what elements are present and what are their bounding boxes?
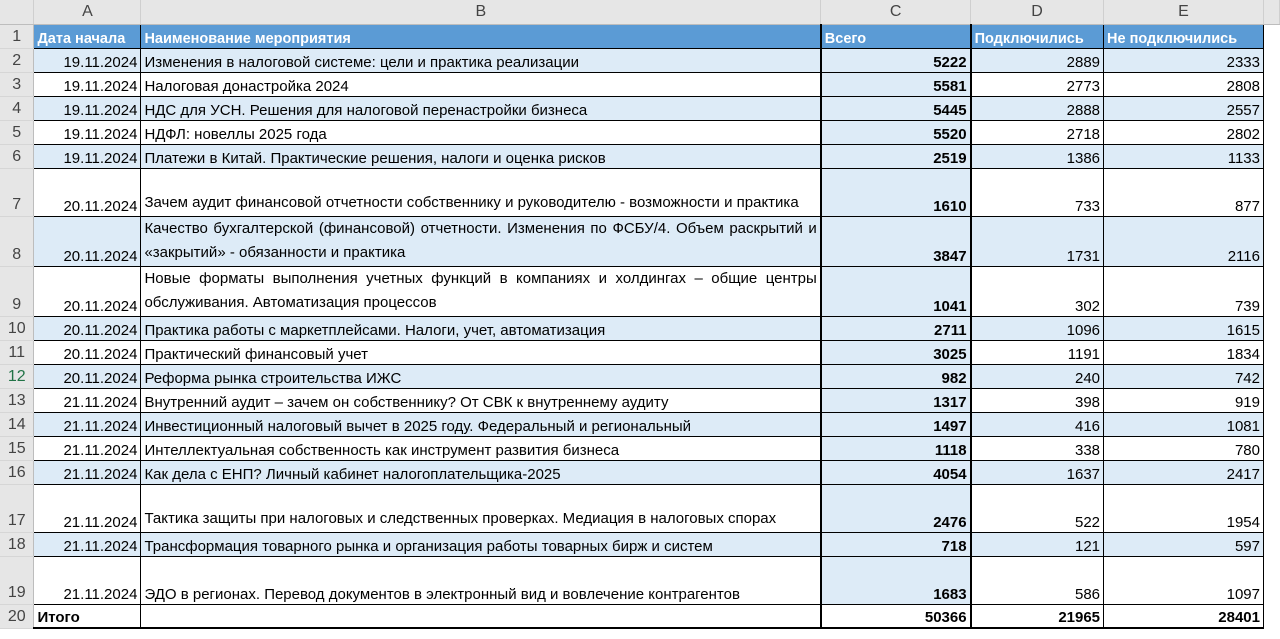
name-cell[interactable]: НДС для УСН. Решения для налоговой перенастройки бизнеса <box>141 96 821 120</box>
row-header[interactable]: 4 <box>0 96 34 120</box>
total-cell[interactable]: 1610 <box>821 168 971 216</box>
date-cell[interactable]: 20.11.2024 <box>34 168 141 216</box>
column-header-b[interactable]: B <box>141 0 821 24</box>
total-cell[interactable]: 5222 <box>821 48 971 72</box>
row-header[interactable]: 3 <box>0 72 34 96</box>
connected-cell[interactable]: 522 <box>971 484 1104 532</box>
total-cell[interactable]: 3025 <box>821 340 971 364</box>
name-cell[interactable]: Внутренний аудит – зачем он собственнику? От СВК к внутреннему аудиту <box>141 388 821 412</box>
header-cell-name[interactable]: Наименование мероприятия <box>141 24 821 48</box>
grand-not-connected-cell[interactable]: 28401 <box>1104 604 1264 628</box>
empty-cell[interactable] <box>1263 532 1279 556</box>
empty-cell[interactable] <box>1263 48 1279 72</box>
table-row <box>0 388 1280 412</box>
connected-cell[interactable]: 1386 <box>971 144 1104 168</box>
total-label-cell[interactable]: Итого <box>34 604 141 628</box>
empty-cell[interactable] <box>1263 436 1279 460</box>
connected-cell[interactable]: 1096 <box>971 316 1104 340</box>
row-header[interactable]: 5 <box>0 120 34 144</box>
table-row <box>0 120 1280 144</box>
table-row <box>0 532 1280 556</box>
not-connected-cell[interactable]: 597 <box>1104 532 1264 556</box>
connected-cell[interactable]: 416 <box>971 412 1104 436</box>
connected-cell[interactable]: 302 <box>971 266 1104 316</box>
connected-cell[interactable]: 2888 <box>971 96 1104 120</box>
date-cell[interactable]: 19.11.2024 <box>34 48 141 72</box>
row-header[interactable]: 7 <box>0 168 34 216</box>
date-cell[interactable]: 20.11.2024 <box>34 340 141 364</box>
not-connected-cell[interactable]: 739 <box>1104 266 1264 316</box>
table-row <box>0 412 1280 436</box>
empty-cell[interactable] <box>1263 266 1279 316</box>
row-header[interactable]: 2 <box>0 48 34 72</box>
total-cell[interactable]: 5520 <box>821 120 971 144</box>
empty-cell[interactable] <box>1263 316 1279 340</box>
row-header[interactable]: 17 <box>0 484 34 532</box>
date-cell[interactable]: 19.11.2024 <box>34 120 141 144</box>
name-cell[interactable]: Трансформация товарного рынка и организация работы товарных бирж и систем <box>141 532 821 556</box>
total-cell[interactable]: 2476 <box>821 484 971 532</box>
not-connected-cell[interactable]: 2802 <box>1104 120 1264 144</box>
total-cell[interactable]: 3847 <box>821 216 971 266</box>
connected-cell[interactable]: 733 <box>971 168 1104 216</box>
date-cell[interactable]: 21.11.2024 <box>34 556 141 604</box>
table-row <box>0 168 1280 216</box>
connected-cell[interactable]: 1637 <box>971 460 1104 484</box>
total-cell[interactable]: 2519 <box>821 144 971 168</box>
not-connected-cell[interactable]: 919 <box>1104 388 1264 412</box>
connected-cell[interactable]: 586 <box>971 556 1104 604</box>
name-cell[interactable]: Реформа рынка строительства ИЖС <box>141 364 821 388</box>
date-cell[interactable]: 20.11.2024 <box>34 216 141 266</box>
empty-cell[interactable] <box>1263 216 1279 266</box>
row-header[interactable]: 20 <box>0 604 34 628</box>
date-cell[interactable]: 20.11.2024 <box>34 266 141 316</box>
row-header[interactable]: 12 <box>0 364 34 388</box>
date-cell[interactable]: 21.11.2024 <box>34 412 141 436</box>
date-cell[interactable]: 21.11.2024 <box>34 436 141 460</box>
connected-cell[interactable]: 2773 <box>971 72 1104 96</box>
date-cell[interactable]: 21.11.2024 <box>34 388 141 412</box>
empty-cell[interactable] <box>1263 388 1279 412</box>
column-header-f[interactable] <box>1263 0 1279 24</box>
date-cell[interactable]: 20.11.2024 <box>34 364 141 388</box>
connected-cell[interactable]: 121 <box>971 532 1104 556</box>
empty-cell[interactable] <box>1263 72 1279 96</box>
name-cell[interactable]: Интеллектуальная собственность как инструмент развития бизнеса <box>141 436 821 460</box>
table-row <box>0 436 1280 460</box>
empty-cell[interactable] <box>1263 364 1279 388</box>
column-header-row <box>0 0 1280 24</box>
total-cell[interactable]: 1118 <box>821 436 971 460</box>
name-cell[interactable]: Практика работы с маркетплейсами. Налоги, учет, автоматизация <box>141 316 821 340</box>
connected-cell[interactable]: 1191 <box>971 340 1104 364</box>
empty-cell[interactable] <box>1263 604 1279 628</box>
not-connected-cell[interactable]: 2333 <box>1104 48 1264 72</box>
total-cell[interactable]: 5581 <box>821 72 971 96</box>
table-row <box>0 556 1280 604</box>
empty-cell[interactable] <box>1263 340 1279 364</box>
empty-cell[interactable] <box>1263 144 1279 168</box>
not-connected-cell[interactable]: 1615 <box>1104 316 1264 340</box>
empty-cell[interactable] <box>1263 556 1279 604</box>
connected-cell[interactable]: 2889 <box>971 48 1104 72</box>
total-cell[interactable]: 2711 <box>821 316 971 340</box>
total-cell[interactable]: 982 <box>821 364 971 388</box>
table-row <box>0 340 1280 364</box>
table-row <box>0 48 1280 72</box>
row-header[interactable]: 11 <box>0 340 34 364</box>
date-cell[interactable]: 19.11.2024 <box>34 96 141 120</box>
date-cell[interactable]: 21.11.2024 <box>34 460 141 484</box>
row-header[interactable]: 16 <box>0 460 34 484</box>
date-cell[interactable]: 21.11.2024 <box>34 532 141 556</box>
row-header[interactable]: 13 <box>0 388 34 412</box>
empty-cell[interactable] <box>1263 412 1279 436</box>
column-header-c[interactable]: C <box>821 0 971 24</box>
row-header[interactable]: 15 <box>0 436 34 460</box>
not-connected-cell[interactable]: 742 <box>1104 364 1264 388</box>
total-cell[interactable]: 5445 <box>821 96 971 120</box>
select-all-corner[interactable] <box>0 0 34 24</box>
header-cell-date[interactable]: Дата начала <box>34 24 141 48</box>
empty-cell[interactable] <box>1263 24 1279 48</box>
empty-cell[interactable] <box>1263 120 1279 144</box>
not-connected-cell[interactable]: 1081 <box>1104 412 1264 436</box>
total-cell[interactable]: 1041 <box>821 266 971 316</box>
total-cell[interactable]: 1683 <box>821 556 971 604</box>
empty-cell[interactable] <box>1263 96 1279 120</box>
total-cell[interactable]: 1317 <box>821 388 971 412</box>
table-row <box>0 266 1280 316</box>
date-cell[interactable]: 20.11.2024 <box>34 316 141 340</box>
date-cell[interactable]: 19.11.2024 <box>34 144 141 168</box>
row-header[interactable]: 14 <box>0 412 34 436</box>
table-row <box>0 316 1280 340</box>
total-row <box>0 604 1280 628</box>
name-cell[interactable]: Качество бухгалтерской (финансовой) отчетности. Изменения по ФСБУ/4. Объем раскрытий и «закрытий» - обязанности и практика <box>141 216 821 266</box>
not-connected-cell[interactable]: 2557 <box>1104 96 1264 120</box>
row-header[interactable]: 10 <box>0 316 34 340</box>
name-cell[interactable]: Налоговая донастройка 2024 <box>141 72 821 96</box>
not-connected-cell[interactable]: 2808 <box>1104 72 1264 96</box>
column-header-e[interactable]: E <box>1104 0 1264 24</box>
table-row <box>0 216 1280 266</box>
date-cell[interactable]: 19.11.2024 <box>34 72 141 96</box>
name-cell[interactable]: НДФЛ: новеллы 2025 года <box>141 120 821 144</box>
name-cell[interactable]: Практический финансовый учет <box>141 340 821 364</box>
grand-total-cell[interactable]: 50366 <box>821 604 971 628</box>
row-header[interactable]: 19 <box>0 556 34 604</box>
empty-cell[interactable] <box>1263 168 1279 216</box>
total-cell[interactable]: 718 <box>821 532 971 556</box>
grand-connected-cell[interactable]: 21965 <box>971 604 1104 628</box>
table-row <box>0 144 1280 168</box>
not-connected-cell[interactable]: 1834 <box>1104 340 1264 364</box>
not-connected-cell[interactable]: 2116 <box>1104 216 1264 266</box>
header-cell-connected[interactable]: Подключились <box>971 24 1104 48</box>
not-connected-cell[interactable]: 1954 <box>1104 484 1264 532</box>
column-header-d[interactable]: D <box>971 0 1104 24</box>
not-connected-cell[interactable]: 877 <box>1104 168 1264 216</box>
table-row <box>0 72 1280 96</box>
row-header[interactable]: 18 <box>0 532 34 556</box>
name-cell[interactable]: ЭДО в регионах. Перевод документов в электронный вид и вовлечение контрагентов <box>141 556 821 604</box>
not-connected-cell[interactable]: 780 <box>1104 436 1264 460</box>
header-cell-total[interactable]: Всего <box>821 24 971 48</box>
table-row <box>0 484 1280 532</box>
connected-cell[interactable]: 2718 <box>971 120 1104 144</box>
connected-cell[interactable]: 398 <box>971 388 1104 412</box>
empty-cell[interactable] <box>1263 460 1279 484</box>
name-cell[interactable]: Платежи в Китай. Практические решения, налоги и оценка рисков <box>141 144 821 168</box>
table-header-row <box>0 24 1280 48</box>
connected-cell[interactable]: 1731 <box>971 216 1104 266</box>
row-header[interactable]: 1 <box>0 24 34 48</box>
empty-cell[interactable] <box>1263 484 1279 532</box>
name-cell[interactable]: Изменения в налоговой системе: цели и практика реализации <box>141 48 821 72</box>
total-cell[interactable]: 1497 <box>821 412 971 436</box>
connected-cell[interactable]: 240 <box>971 364 1104 388</box>
row-header[interactable]: 8 <box>0 216 34 266</box>
not-connected-cell[interactable]: 1097 <box>1104 556 1264 604</box>
name-cell[interactable]: Тактика защиты при налоговых и следственных проверках. Медиация в налоговых спорах <box>141 484 821 532</box>
table-row <box>0 460 1280 484</box>
name-cell[interactable]: Как дела с ЕНП? Личный кабинет налогоплательщика-2025 <box>141 460 821 484</box>
name-cell[interactable]: Инвестиционный налоговый вычет в 2025 году. Федеральный и региональный <box>141 412 821 436</box>
table-row <box>0 96 1280 120</box>
header-cell-not-connected[interactable]: Не подключились <box>1104 24 1264 48</box>
not-connected-cell[interactable]: 2417 <box>1104 460 1264 484</box>
column-header-a[interactable]: A <box>34 0 141 24</box>
name-cell[interactable]: Новые форматы выполнения учетных функций в компаниях и холдингах – общие центры обслуживания. Автоматизация процессов <box>141 266 821 316</box>
row-header[interactable]: 6 <box>0 144 34 168</box>
empty-name-cell[interactable] <box>141 604 821 628</box>
total-cell[interactable]: 4054 <box>821 460 971 484</box>
not-connected-cell[interactable]: 1133 <box>1104 144 1264 168</box>
row-header[interactable]: 9 <box>0 266 34 316</box>
table-row <box>0 364 1280 388</box>
connected-cell[interactable]: 338 <box>971 436 1104 460</box>
name-cell[interactable]: Зачем аудит финансовой отчетности собственнику и руководителю - возможности и практика <box>141 168 821 216</box>
date-cell[interactable]: 21.11.2024 <box>34 484 141 532</box>
